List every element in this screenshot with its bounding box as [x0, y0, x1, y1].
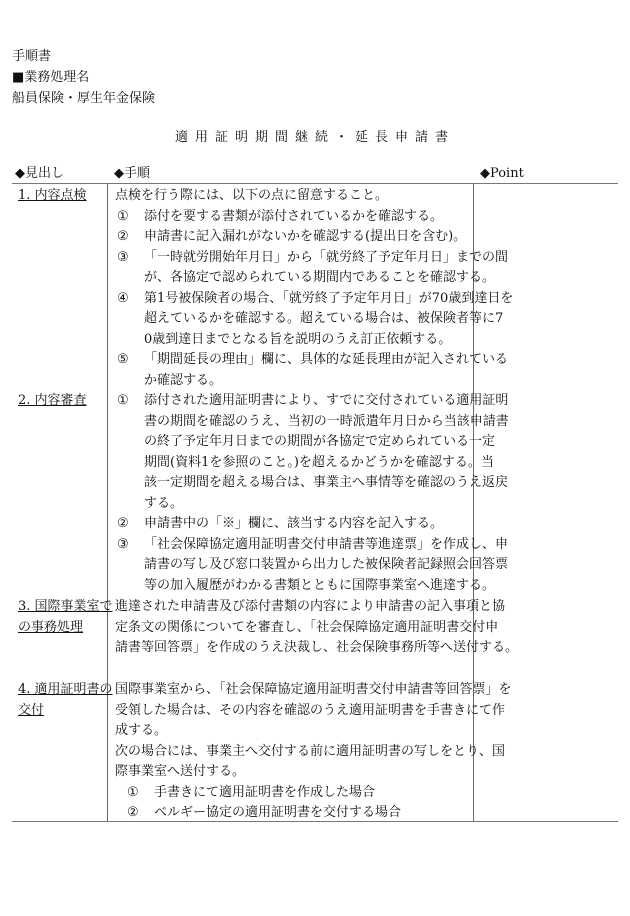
item-number: ① [117, 208, 129, 224]
item-number: ① [127, 784, 139, 800]
procedure-line: 請書等回答票」を作成のうえ決裁し、社会保険事務所等へ送付する。 [115, 640, 519, 655]
procedure-item [115, 248, 509, 289]
item-line: 該一定期間を超える場合は、事業主へ事情等を確認のうえ返戻 [144, 475, 509, 490]
item-number: ④ [117, 290, 129, 306]
item-line: 0歳到達日までとなる旨を説明のうえ訂正依頼する。 [144, 331, 452, 347]
task-name: 船員保険・厚生年金保険 [12, 91, 156, 106]
item-line: 等の加入履歴がわかる書類とともに国際事業室へ進達する。 [144, 577, 496, 593]
procedure-text [115, 186, 514, 391]
item-line: 超えているかを確認する。超えている場合は、被保険者等に7 [144, 311, 504, 326]
section-heading-line: 3. 国際事業室で [18, 599, 113, 614]
item-line: 期間(資料1を参照のこと。)を超えるかどうかを確認する。当 [144, 454, 494, 470]
item-number: ③ [117, 249, 129, 265]
procedure-item [115, 227, 475, 248]
procedure-line: 国際事業室から、「社会保障協定適用証明書交付申請書等回答票」を [115, 682, 512, 697]
section-heading [18, 186, 108, 207]
column-header-point: ◆Point [480, 166, 524, 181]
procedure-item [115, 391, 509, 514]
procedure-item [115, 514, 475, 535]
item-line: 申請書に記入漏れがないかを確認する(提出日を含む)。 [144, 229, 467, 244]
item-number: ② [127, 805, 139, 820]
item-number: ② [117, 516, 129, 531]
item-line: 手書きにて適用証明書を作成した場合 [154, 784, 376, 800]
header-divider [12, 183, 618, 184]
procedure-line: 成する。 [115, 723, 168, 738]
procedure-text [115, 391, 509, 596]
column-header-procedure: ◆手順 [114, 166, 150, 181]
task-label: ■業務処理名 [12, 70, 90, 85]
procedure-line: 受領した場合は、その内容を確認のうえ適用証明書を手書きにて作 [115, 702, 506, 718]
procedure-item [115, 207, 475, 228]
procedure-item [115, 289, 514, 351]
item-number: ③ [117, 536, 129, 552]
procedure-text [115, 680, 512, 824]
procedure-line: 定条文の関係についてを審査し、「社会保障協定適用証明書交付申 [115, 619, 499, 635]
procedure-text [115, 597, 519, 659]
section-heading-line: 4. 適用証明書の [18, 682, 113, 697]
item-line: 「社会保障協定適用証明書交付申請書等進達票」を作成し、申 [144, 536, 509, 552]
item-line: 添付を要する書類が添付されているかを確認する。 [144, 208, 444, 224]
section-heading-line: の事務処理 [18, 619, 84, 635]
procedure-line: 点検を行う際には、以下の点に留意すること。 [115, 188, 389, 203]
procedure-item [115, 535, 509, 597]
item-line: ベルギー協定の適用証明書を交付する場合 [154, 805, 402, 820]
item-line: が、各協定で認められている期間内であることを確認する。 [144, 270, 496, 285]
section-heading-line: 1. 内容点検 [18, 188, 87, 203]
item-line: の終了予定年月日までの期間が各協定で定められている一定 [144, 434, 496, 449]
section-heading [18, 680, 113, 721]
doc-type: 手順書 [12, 49, 52, 64]
item-line: 「一時就労開始年月日」から「就労終了予定年月日」までの間 [144, 249, 509, 265]
item-line: 第1号被保険者の場合、「就労終了予定年月日」が70歳到達日を [144, 290, 514, 306]
procedure-item [115, 350, 509, 391]
section-heading-line: 交付 [18, 702, 45, 718]
procedure-item [115, 803, 475, 824]
section-heading [18, 391, 108, 412]
procedure-item [115, 783, 475, 804]
item-number: ① [117, 393, 129, 408]
item-number: ② [117, 229, 129, 244]
item-line: 書の期間を確認のうえ、当初の一時派遣年月日から当該申請書 [144, 413, 509, 429]
column-divider [107, 184, 108, 821]
item-line: 申請書中の「※」欄に、該当する内容を記入する。 [144, 516, 444, 531]
section-heading [18, 597, 113, 638]
document-title: 適用証明期間継続・延長申請書 [174, 130, 455, 145]
item-number: ⑤ [117, 352, 129, 367]
procedure-line: 際事業室へ送付する。 [115, 764, 246, 779]
procedure-line: 進達された申請書及び添付書類の内容により申請書の記入事項と協 [115, 599, 506, 614]
item-line: 請書の写し及び窓口装置から出力した被保険者記録照会回答票 [144, 557, 509, 572]
procedure-line: 次の場合には、事業主へ交付する前に適用証明書の写しをとり、国 [115, 743, 506, 759]
item-line: 添付された適用証明書により、すでに交付されている適用証明 [144, 393, 509, 408]
section-heading-line: 2. 内容審査 [18, 393, 87, 408]
item-line: 「期間延長の理由」欄に、具体的な延長理由が記入されている [144, 352, 509, 367]
item-line: か確認する。 [144, 372, 223, 388]
item-line: する。 [144, 495, 184, 511]
column-header-heading: ◆見出し [15, 166, 64, 181]
